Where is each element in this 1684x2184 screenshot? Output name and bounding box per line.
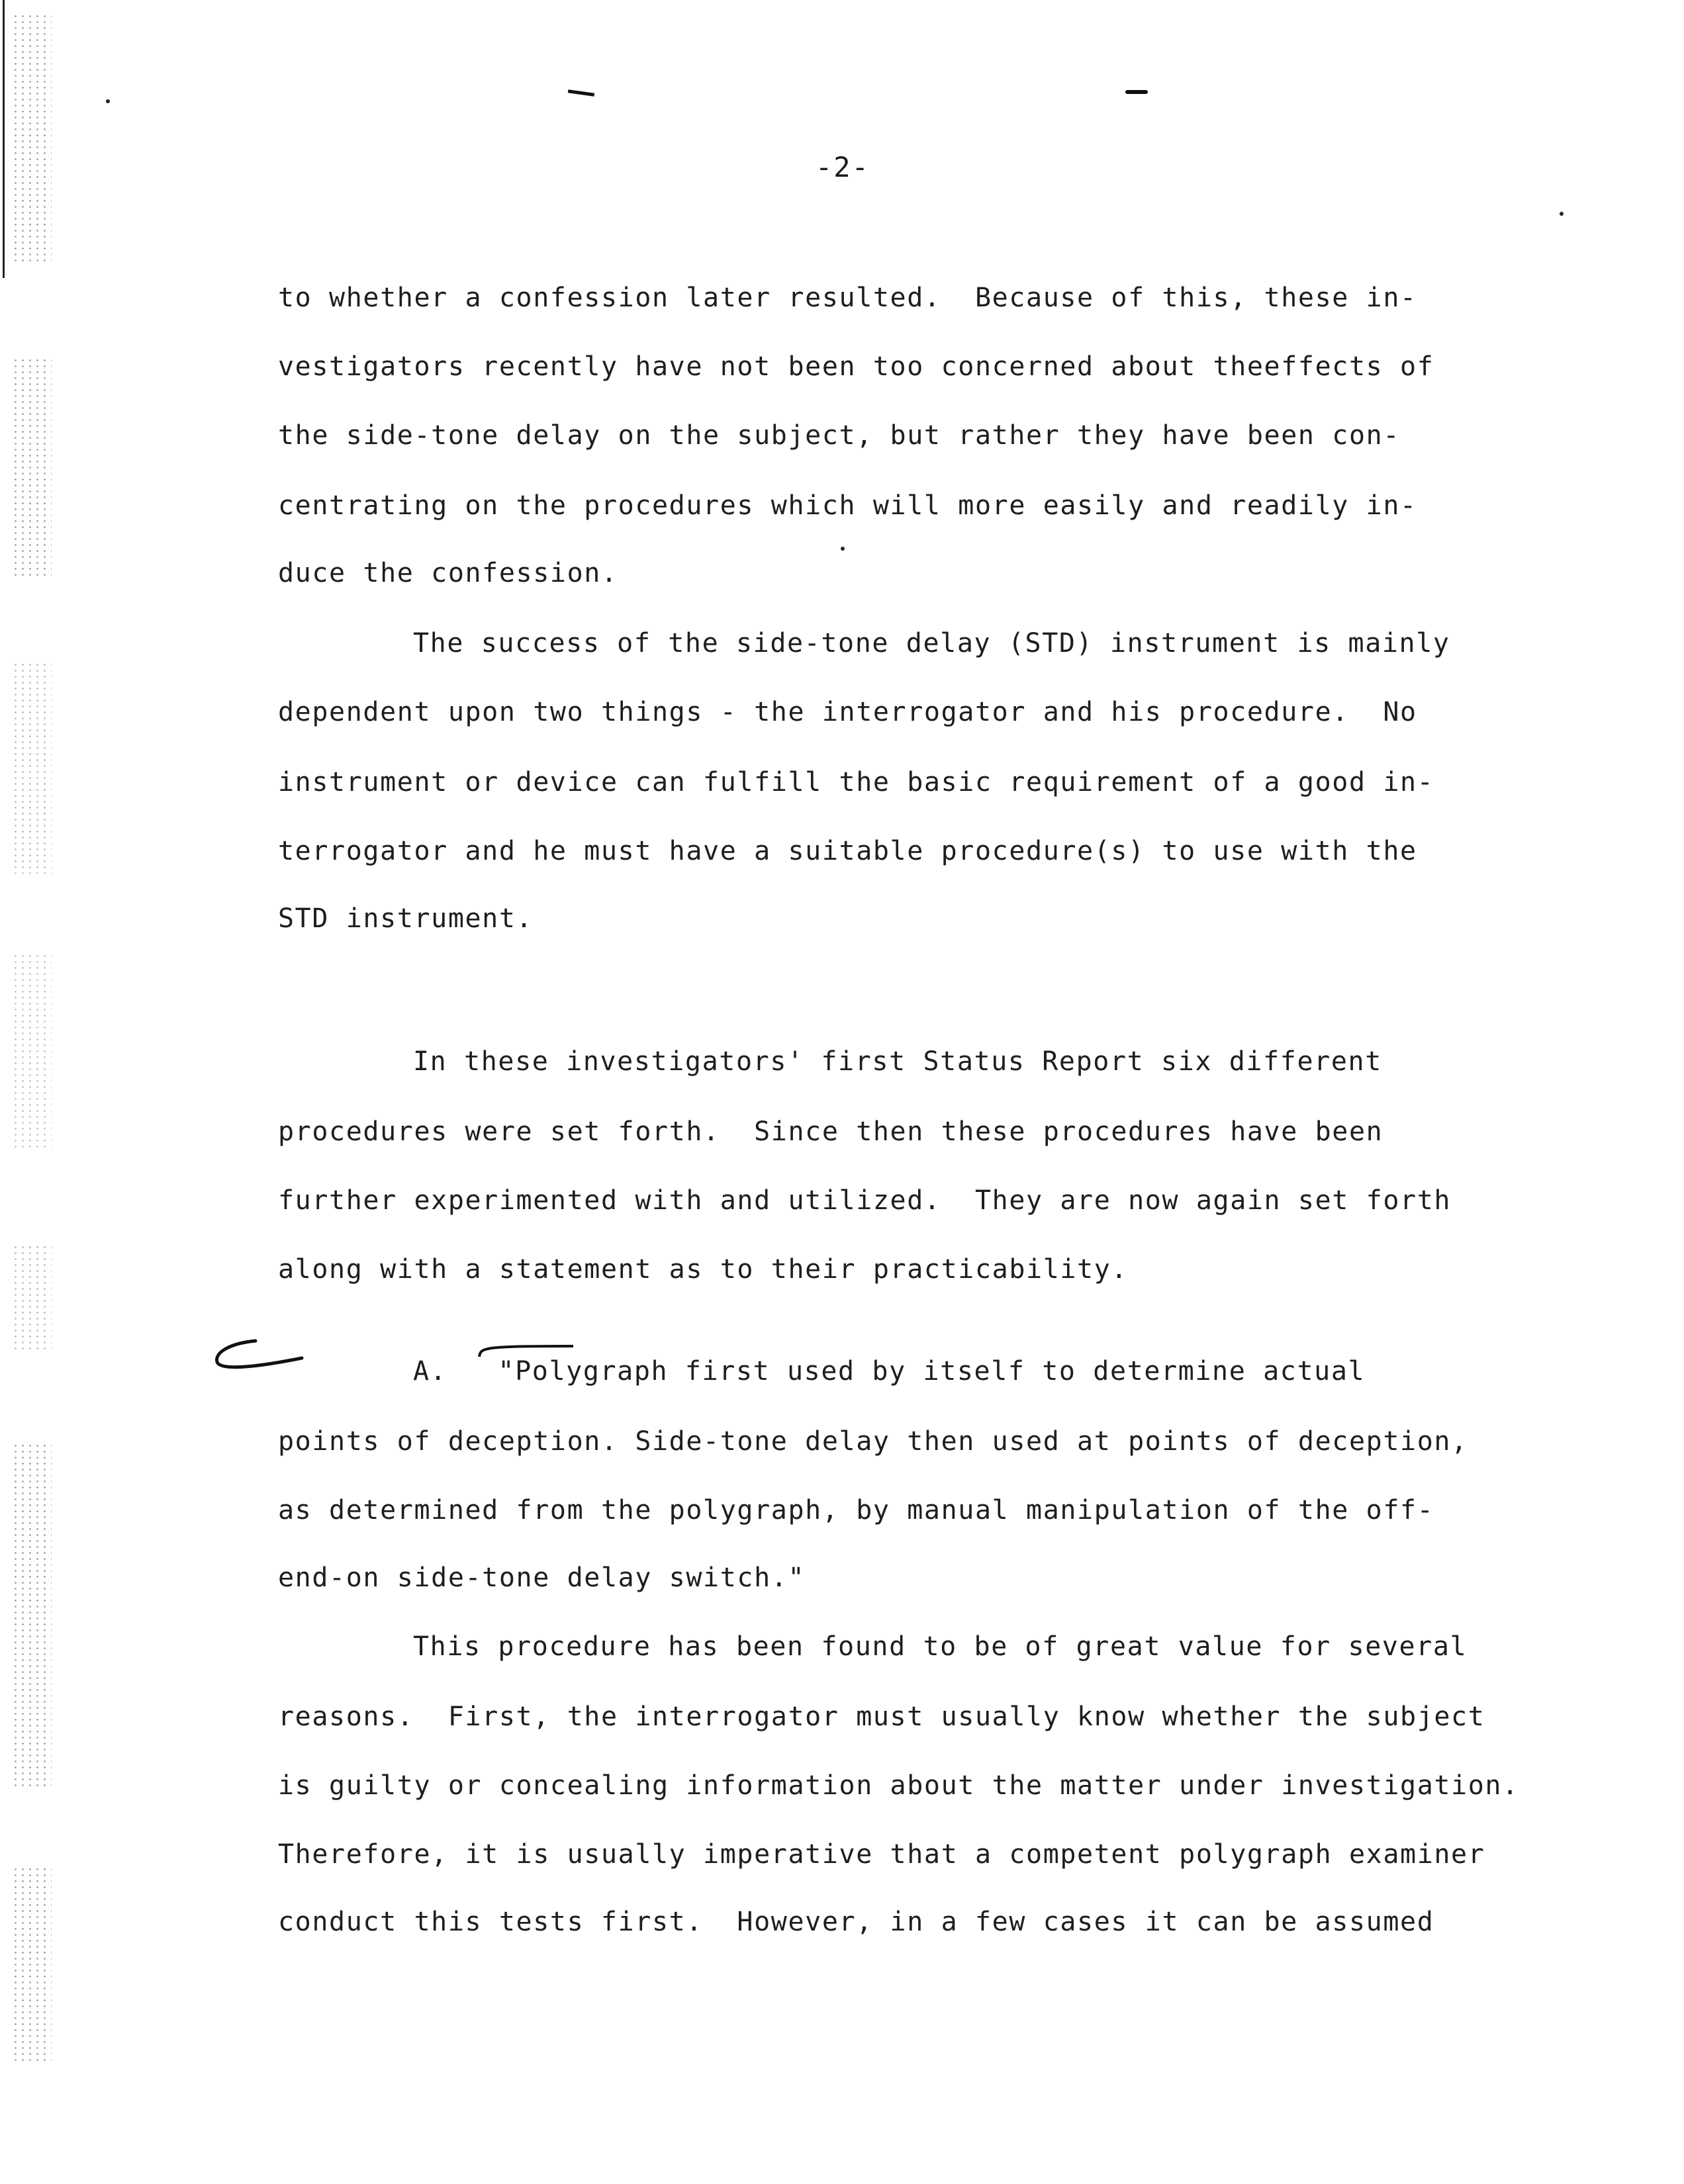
binding-speckle — [12, 1866, 52, 2065]
scan-dot — [1560, 212, 1564, 216]
binding-speckle — [12, 662, 52, 874]
text-line: is guilty or concealing information about the matter under investigation. — [278, 1770, 1519, 1801]
text-line: In these investigators' first Status Report six different — [413, 1046, 1382, 1077]
text-line: along with a statement as to their practicability. — [278, 1254, 1129, 1285]
scan-mark — [568, 89, 594, 97]
binding-speckle — [12, 953, 52, 1152]
binding-speckle — [12, 1443, 52, 1787]
text-line: as determined from the polygraph, by manual manipulation of the off- — [278, 1495, 1434, 1525]
text-line: vestigators recently have not been too concerned about theeffects of — [278, 351, 1434, 382]
text-line: the side-tone delay on the subject, but rather they have been con- — [278, 420, 1401, 451]
text-line: end-on side-tone delay switch." — [278, 1563, 806, 1593]
text-line: This procedure has been found to be of great value for several — [413, 1631, 1468, 1662]
scan-dot — [106, 99, 110, 103]
binding-edge — [3, 0, 5, 278]
binding-speckle — [12, 13, 52, 265]
text-line: procedures were set forth. Since then these procedures have been — [278, 1116, 1383, 1147]
binding-speckle — [12, 1244, 52, 1350]
binding-speckle — [12, 357, 52, 576]
text-line: dependent upon two things - the interrogator and his procedure. No — [278, 697, 1417, 727]
text-line: reasons. First, the interrogator must usually know whether the subject — [278, 1702, 1485, 1732]
text-line: duce the confession. — [278, 558, 618, 588]
text-line: conduct this tests first. However, in a few cases it can be assumed — [278, 1907, 1434, 1937]
text-line: points of deception. Side-tone delay then used at points of deception, — [278, 1426, 1468, 1457]
scan-dot — [841, 547, 845, 551]
text-line: further experimented with and utilized. They are now again set forth — [278, 1185, 1452, 1216]
page-number: -2- — [816, 151, 870, 183]
handwritten-bracket-mark — [209, 1336, 308, 1382]
text-line: terrogator and he must have a suitable procedure(s) to use with the — [278, 836, 1417, 866]
text-line: centrating on the procedures which will more easily and readily in- — [278, 490, 1417, 521]
text-line: instrument or device can fulfill the basic requirement of a good in- — [278, 767, 1434, 797]
scan-mark — [1125, 90, 1148, 94]
text-line: to whether a confession later resulted. Because of this, these in- — [278, 283, 1417, 313]
text-line: Therefore, it is usually imperative that a competent polygraph examiner — [278, 1839, 1485, 1870]
text-line: STD instrument. — [278, 903, 534, 934]
text-line: The success of the side-tone delay (STD) instrument is mainly — [413, 628, 1450, 659]
text-line: A. "Polygraph first used by itself to determine actual — [413, 1356, 1366, 1387]
